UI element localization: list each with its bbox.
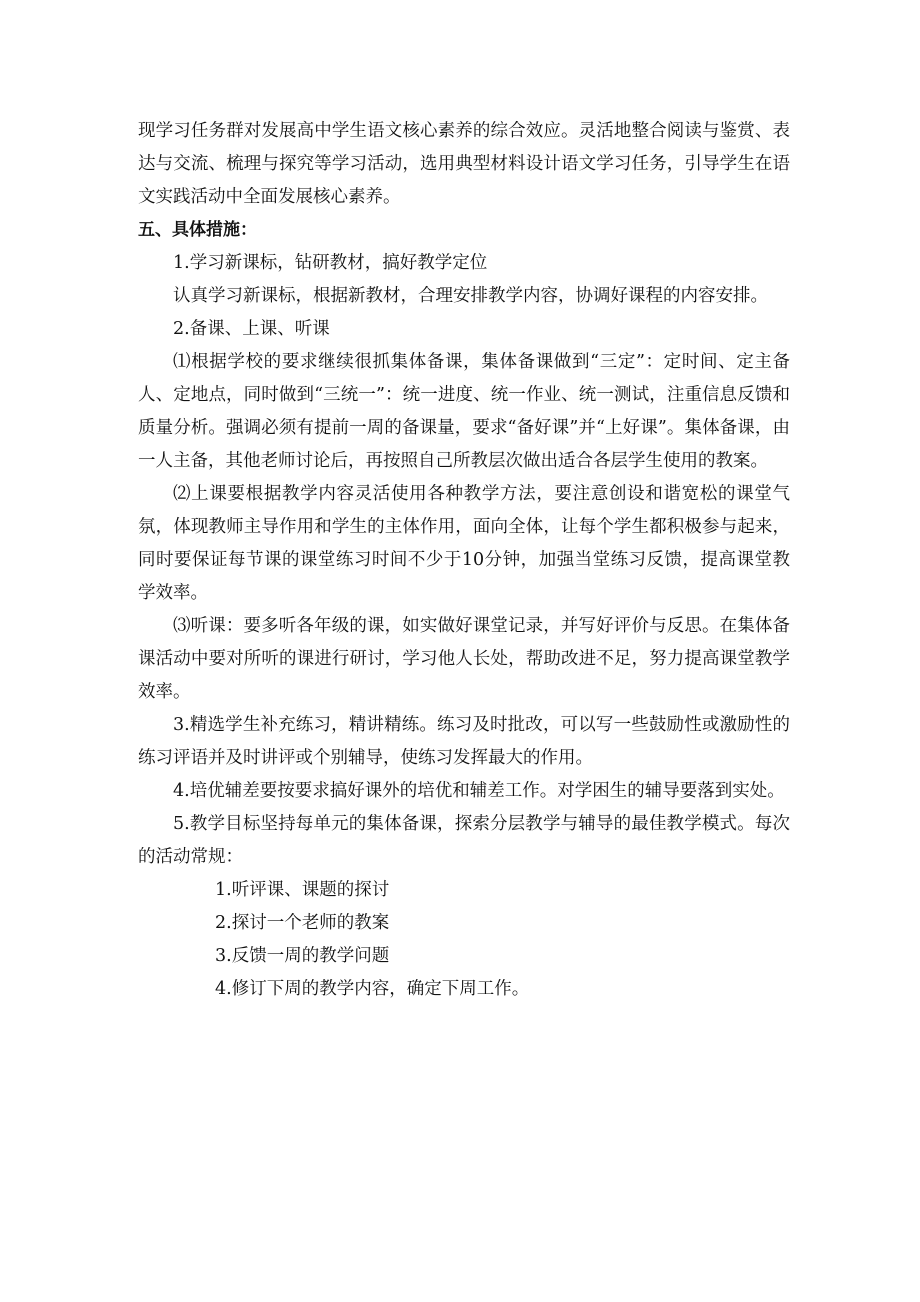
intro-paragraph: 现学习任务群对发展高中学生语文核心素养的综合效应。灵活地整合阅读与鉴赏、表达与交流、梳理与探究等学习活动，选用典型材料设计语文学习任务，引导学生在语文实践活动中全面发展核心素养。 bbox=[138, 121, 790, 207]
measure-1-body: 认真学习新课标，根据新教材，合理安排教学内容，协调好课程的内容安排。 bbox=[173, 286, 768, 306]
measure-5: 5.教学目标坚持每单元的集体备课，探索分层教学与辅导的最佳教学模式。每次的活动常规： bbox=[138, 814, 790, 867]
measure-1-title: 1.学习新课标，钻研教材，搞好教学定位 bbox=[173, 253, 488, 273]
measure-3: 3.精选学生补充练习，精讲精练。练习及时批改，可以写一些鼓励性或激励性的练习评语并及时讲评或个别辅导，使练习发挥最大的作用。 bbox=[138, 715, 790, 768]
activity-list-item: 4.修订下周的教学内容，确定下周工作。 bbox=[215, 979, 530, 999]
activity-list bbox=[138, 874, 790, 1006]
document-body bbox=[138, 115, 790, 1006]
measure-2-item-2: ⑵上课要根据教学内容灵活使用各种教学方法，要注意创设和谐宽松的课堂气氛，体现教师主导作用和学生的主体作用，面向全体，让每个学生都积极参与起来，同时要保证每节课的课堂练习时间不少于10分钟，加强当堂练习反馈，提高课堂教学效率。 bbox=[138, 484, 790, 603]
measure-2-title: 2.备课、上课、听课 bbox=[173, 319, 330, 339]
section-heading: 五、具体措施： bbox=[138, 220, 257, 240]
measure-2-item-3: ⑶听课：要多听各年级的课，如实做好课堂记录，并写好评价与反思。在集体备课活动中要对所听的课进行研讨，学习他人长处，帮助改进不足，努力提高课堂教学效率。 bbox=[138, 616, 790, 702]
activity-list-item: 3.反馈一周的教学问题 bbox=[215, 946, 390, 966]
measure-4: 4.培优辅差要按要求搞好课外的培优和辅差工作。对学困生的辅导要落到实处。 bbox=[173, 781, 785, 801]
measure-2-item-1: ⑴根据学校的要求继续很抓集体备课，集体备课做到“三定”：定时间、定主备人、定地点，同时做到“三统一”：统一进度、统一作业、统一测试，注重信息反馈和质量分析。强调必须有提前一周的备课量，要求“备好课”并“上好课”。集体备课，由一人主备，其他老师讨论后，再按照自己所教层次做出适合各层学生使用的教案。 bbox=[138, 352, 790, 471]
activity-list-item: 2.探讨一个老师的教案 bbox=[215, 913, 390, 933]
activity-list-item: 1.听评课、课题的探讨 bbox=[215, 880, 390, 900]
